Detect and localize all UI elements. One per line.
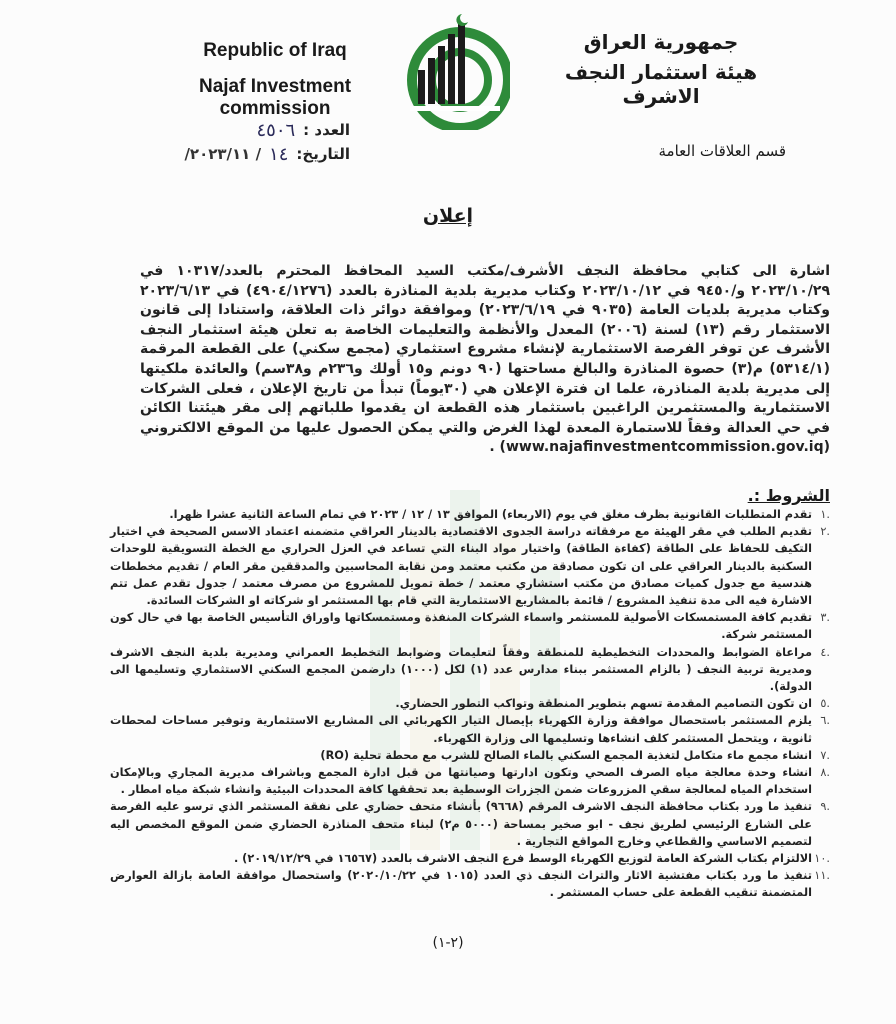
reference-number-label: العدد :	[303, 121, 350, 139]
condition-text: مراعاة الضوابط والمحددات التخطيطية للمنطقة وفقاً لتعليمات وضوابط التخطيط العمراني ومديرية بلدية النجف الاشرف ومديرية تربية النجف ( بالزام المستثمر ببناء مدارس عدد (١) لكل (١٠٠٠) دارضمن المجمع السكني الاستثماري وتسليمها الى الدولة).	[110, 645, 812, 694]
announcement-body: اشارة الى كتابي محافظة النجف الأشرف/مكتب السيد المحافظ المحترم بالعدد/١٠٣١٧ في ٢٠٢٣/١٠/٢٩ و/٩٤٥٠ في ٢٠٢٣/١٠/١٢ وكتاب مديرية بلدية المناذرة بالعدد (٤٩٠٤/١٢٧٦) في ٢٠٢٣/٦/١٣ وكتاب مديرية بلديات العامة (٩٠٣٥ في ٢٠٢٣/٦/١٩) وموافقة دوائر ذات العلاقة، واستنادا إلى قانون الاستثمار رقم (١٣) لسنة (٢٠٠٦) المعدل والأنظمة والتعليمات الخاصة به تعلن هيئة استثمار النجف الأشرف عن توفر الفرصة الاستثمارية لإنشاء مشروع استثماري (مجمع سكني) على القطعة المرقمة (٥٣١٤/١) م(٣) حصوة المناذرة والبالغ مساحتها (٩٠ دونم و١٥ أولك و٢٣٦م و٣٨سم) والعائدة ملكيتها إلى مديرية بلدية المناذرة، علما ان فترة الإعلان هي (٣٠يوماً) تبدأ من تاريخ الإعلان ، فعلى الشركات الاستثمارية والمستثمرين الراغبين باستثمار هذه القطعة ان يقدموا طلباتهم إلى مقر هيئتنا الكائن في حي العدالة وفقاً للاستمارة المعدة لهذا الغرض والتي يمكن الحصول عليها من الموقع الالكتروني (www.najafinvestmentcommission.gov.iq) .	[140, 263, 831, 456]
announcement-title	[0, 205, 896, 227]
condition-text: ان تكون التصاميم المقدمة تسهم بتطوير المنطقة وتواكب التطور الحضاري.	[395, 697, 812, 711]
english-commission: Najaf Investment commission	[198, 76, 352, 119]
condition-item	[110, 644, 830, 696]
condition-number: .٤	[820, 645, 830, 659]
condition-item	[110, 867, 830, 901]
condition-text: الالتزام بكتاب الشركة العامة لتوزيع الكهرباء الوسط فرع النجف الاشرف بالعدد (١٦٥٦٧ في ٢٠١٩/١٢/٢٩) .	[233, 852, 812, 866]
condition-number: .٢	[820, 525, 830, 539]
reference-date-label: التاريخ:	[296, 145, 350, 163]
reference-number-row	[130, 118, 350, 142]
condition-item	[110, 506, 830, 523]
condition-text: تقديم الطلب في مقر الهيئة مع مرفقاته دراسة الجدوى الاقتصادية بالدينار العراقي متضمنه اعتماد الاسس الصحيحة في اختيار التكيف للحفاظ على الطاقة (كفاءة الطاقة) واختيار مواد البناء التي تساعد في العزل الحراري مع الخطة التسويقية للوحدات السكنية بالدينار العراقي على ان تكون مصادقة من مكتب معتمد ومن نقابة المحاسبين والمدققين مقر العام / تقديم مخططات هندسية مع جدول كميات مصادق من مكتب استشاري معتمد / خطة تمويل للمشروع من مصرف معتمد / جدول تقدم عمل تتم الاشارة فيه الى مدة تنفيذ المشروع / قائمة بالمشاريع الاستثمارية التي قام بها المستثمر او شركاته او الشركات السائدة.	[110, 525, 812, 608]
arabic-commission: هيئة استثمار النجف الاشرف	[564, 60, 758, 108]
condition-item	[110, 747, 830, 764]
reference-date-value: / ٢٠٢٣/١١/	[184, 145, 262, 163]
arabic-header	[536, 30, 786, 108]
condition-number: .١	[820, 508, 830, 521]
condition-text: تنفيذ ما ورد بكتاب مفتشية الاثار والتراث النجف ذي العدد (١٠١٥ في ٢٠٢٠/١٠/٢٢) واستحصال موافقة العامة بازالة العوارض المتضمنة تنقيب القطعة على حساب المستثمر .	[110, 869, 812, 900]
condition-text: تقدم المتطلبات القانونية بظرف مغلق في يوم (الاربعاء) الموافق ١٣ / ١٢ / ٢٠٢٣ في تمام الساعة الثانية عشرا ظهرا.	[169, 508, 812, 521]
condition-number: .٣	[820, 611, 830, 625]
condition-text: انشاء مجمع ماء متكامل لتغذية المجمع السكني بالماء الصالح للشرب مع محطة تحلية (RO)	[320, 748, 812, 762]
page-number: (٢-١)	[432, 935, 464, 951]
condition-text: انشاء وحدة معالجة مياه الصرف الصحي وتكون ادارتها وصيانتها من قبل ادارة المجمع وباشراف مديرية المجاري وبالإمكان استخدام المياه لمعالجة سقي المزروعات ضمن الجزرات الوسطية بعد تحققها كافة المحددات البيئية وانشاء شبكة مياه امطار .	[110, 766, 812, 797]
condition-item	[110, 609, 830, 643]
commission-logo-icon	[400, 10, 510, 130]
department-name: قسم العلاقات العامة	[658, 142, 786, 160]
reference-block	[130, 118, 350, 166]
condition-text: يلزم المستثمر باستحصال موافقة وزارة الكهرباء بإيصال التيار الكهربائي الى المشاريع الاستثمارية وتوفير مساحات لمحطات ثانوية ، ويتحمل المستثمر كلف انشاءها وتسليمها الى وزارة الكهرباء.	[110, 714, 812, 745]
condition-text: تقديم كافة المستمسكات الأصولية للمستثمر واسماء الشركات المنفذة ومستمسكاتها واوراق التأسيس الخاصة بها في حال كون المستثمر شركة.	[110, 611, 812, 642]
condition-item	[110, 850, 830, 867]
condition-number: .٩	[820, 800, 830, 814]
condition-item	[110, 523, 830, 609]
conditions-title: الشروط :.	[747, 486, 830, 505]
announcement-title-text: إعلان	[422, 205, 474, 227]
reference-date-row	[130, 142, 350, 166]
reference-date-day: ١٤	[269, 143, 289, 165]
condition-item	[110, 712, 830, 746]
condition-number: .١١	[814, 869, 830, 883]
condition-item	[110, 798, 830, 850]
conditions-list	[110, 506, 830, 902]
condition-text: تنفيذ ما ورد بكتاب محافظة النجف الاشرف المرقم (٩٦٦٨) بأنشاء متحف حضاري على نفقة المستثمر الذي ترسو عليه الفرصة على الشارع الرئيسي لطريق نجف - ابو صخير بمساحة (٥٠٠٠ م٢) لبناء متحف المناذرة الحضاري ضمن الموقع المخصص اليه لتصميم الاساسي والقطاعي وخارج المواقع التجارية .	[110, 800, 812, 848]
condition-number: .٥	[820, 697, 830, 711]
condition-number: .٦	[820, 714, 830, 728]
condition-number: .٧	[820, 748, 830, 762]
condition-number: .١٠	[814, 852, 830, 866]
condition-item	[110, 764, 830, 798]
reference-number-value: ٤٥٠٦	[256, 119, 296, 141]
condition-number: .٨	[820, 766, 830, 780]
arabic-country: جمهورية العراق	[583, 30, 739, 54]
english-country: Republic of Iraq	[203, 40, 347, 61]
english-header	[150, 40, 400, 120]
condition-item	[110, 695, 830, 712]
